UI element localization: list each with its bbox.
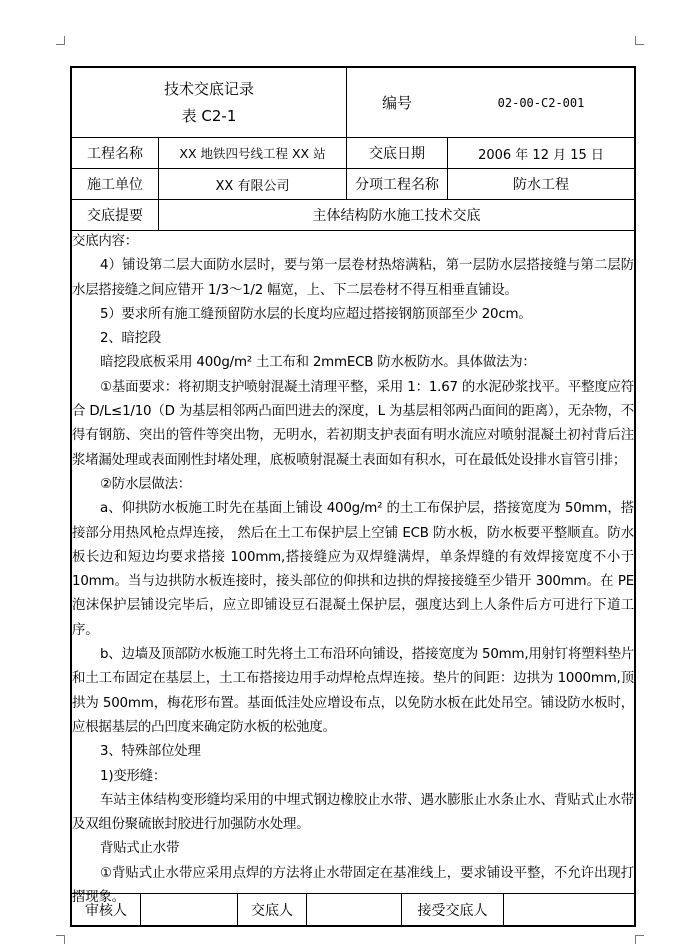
project-name-value: XX 地铁四号线工程 XX 站	[179, 146, 326, 161]
page-corner-mark	[56, 935, 65, 944]
page-corner-mark	[635, 36, 644, 45]
page-corner-mark	[56, 36, 65, 45]
content-paragraph: 1)变形缝：	[100, 768, 167, 784]
project-name-label: 工程名称	[87, 146, 143, 162]
subproject-value: 防水工程	[513, 177, 569, 193]
content-paragraph: 5）要求所有施工缝预留防水层的长度均应超过搭接钢筋顶部至少 20cm。	[100, 306, 532, 322]
reviewer-label: 审核人	[85, 903, 127, 919]
number-value: 02-00-C2-001	[497, 95, 585, 110]
construction-unit-label: 施工单位	[87, 177, 143, 193]
page-corner-mark	[635, 935, 644, 944]
number-label: 编号	[381, 94, 412, 112]
construction-unit-value: XX 有限公司	[215, 178, 290, 194]
subproject-label: 分项工程名称	[355, 177, 439, 193]
form-title: 技术交底记录	[163, 79, 254, 98]
presenter-value	[307, 894, 401, 926]
receiver-label: 接受交底人	[417, 903, 488, 919]
content-paragraph: 4）铺设第二层大面防水层时，要与第一层卷材热熔满粘，第一层防水层搭接缝与第二层防水层搭接缝之间应错开 1/3～1/2 幅宽，上、下二层卷材不得互相垂直铺设。	[72, 258, 634, 298]
form-subtitle: 表 C2-1	[181, 106, 237, 125]
disclosure-content	[72, 230, 634, 906]
section-heading: 3、特殊部位处理	[100, 744, 201, 760]
content-paragraph: ①背贴式止水带应采用点焊的方法将止水带固定在基准线上，要求铺设平整，不允许出现打摺现象。	[72, 865, 634, 906]
form-title-block	[72, 68, 346, 137]
content-paragraph: a、仰拱防水板施工时先在基面上铺设 400g/m² 的土工布保护层，搭接宽度为 50mm，搭接部分用热风枪点焊连接， 然后在土工布保护层上空铺 ECB 防水板，防水板要平整顺直。防水板长边和短边均要求搭接 100mm,搭接缝应为双焊缝满焊，单条焊缝的有效焊接宽度不小于 10mm。当与边拱防水板连接时，接头部位的仰拱和边拱的焊接接缝至少错开 300mm。在 PE 泡沫保护层铺设完毕后，应立即铺设豆石混凝土保护层，强度达到上人条件后方可进行下道工序。	[72, 501, 634, 638]
reviewer-value	[141, 894, 237, 926]
date-value: 2006 年 12 月 15 日	[478, 147, 604, 163]
section-heading: 2、暗挖段	[100, 331, 162, 347]
content-paragraph: b、边墙及顶部防水板施工时先将土工布沿环向铺设，搭接宽度为 50mm,用射钉将塑料垫片和土工布固定在基层上，土工布搭接边用手动焊枪点焊连接。垫片的间距：边拱为 1000mm,顶拱为 500mm，梅花形布置。基面低洼处应增设布点，以免防水板在此处吊空。铺设防水板时，应根据基层的凸凹度来确定防水板的松弛度。	[72, 647, 634, 735]
content-paragraph: 背贴式止水带	[100, 841, 180, 857]
presenter-label: 交底人	[251, 903, 293, 919]
content-paragraph: 车站主体结构变形缝均采用的中埋式钢边橡胶止水带、遇水膨胀止水条止水、背贴式止水带及双组份聚硫嵌封胶进行加强防水处理。	[72, 792, 634, 833]
content-paragraph: 暗挖段底板采用 400g/m² 土工布和 2mmECB 防水板防水。具体做法为：	[100, 355, 536, 371]
date-label: 交底日期	[369, 146, 425, 162]
receiver-value	[504, 894, 634, 926]
content-heading: 交底内容：	[72, 234, 138, 249]
content-paragraph: ②防水层做法：	[100, 476, 191, 492]
summary-label: 交底提要	[87, 208, 143, 224]
summary-value: 主体结构防水施工技术交底	[312, 208, 481, 224]
content-paragraph: ①基面要求：将初期支护喷射混凝土清理平整，采用 1：1.67 的水泥砂浆找平。平整度应符合 D/L≤1/10（D 为基层相邻两凸面凹进去的深度，L 为基层相邻两凸面间的距离），无杂物，不得有钢筋、突出的管件等突出物，无明水，若初期支护表面有明水流应对喷射混凝土初衬背后注浆堵漏处理或表面刚性封堵处理，底板喷射混凝土表面如有积水，可在最低处设排水盲管引排；	[72, 379, 634, 468]
